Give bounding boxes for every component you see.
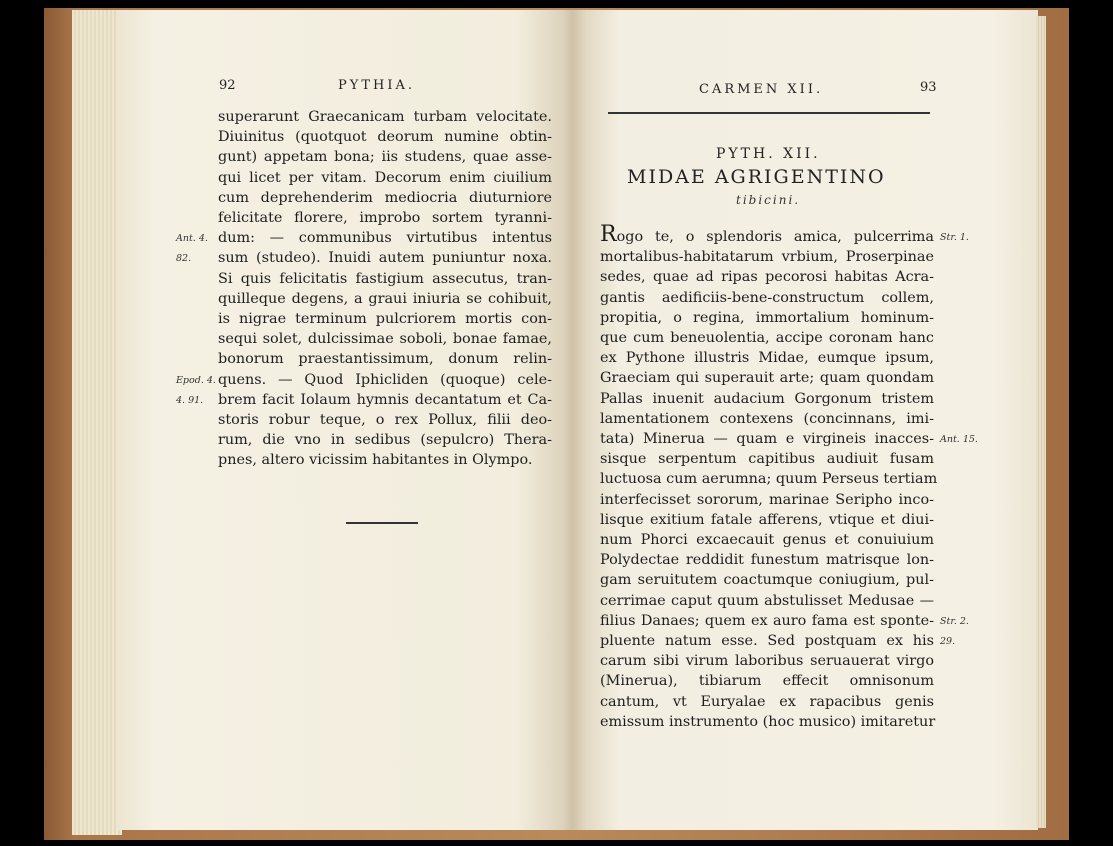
text-line: felicitate florere, improbo sortem tyranni- <box>218 210 552 227</box>
text-line: Diuinitus (quotquot deorum numine obtin- <box>218 129 552 146</box>
text-line: num Phorci excaecauit genus et conuiuium <box>600 532 934 549</box>
text-line: rum, die vno in sedibus (sepulcro) Thera- <box>218 432 552 449</box>
text-line: quens. — Quod Iphicliden (quoque) cele- <box>218 371 552 388</box>
text-line: cerrimae caput quum abstulisset Medusae — <box>600 592 934 609</box>
margin-note: Str. 2. <box>940 615 969 627</box>
text-line: sequi solet, dulcissimae soboli, bonae famae, <box>218 331 552 348</box>
text-line: pluente natum esse. Sed postquam ex his <box>600 633 934 650</box>
right-body-text <box>600 222 938 732</box>
text-line: filius Danaes; quem ex auro fama est sponte- <box>600 612 934 629</box>
text-line: emissum instrumento (hoc musico) imitaretur <box>600 713 936 730</box>
text-line: sum (studeo). Inuidi autem puniuntur noxa. <box>218 250 552 267</box>
text-line: lisque exitium fatale afferens, vtique et diui- <box>600 511 934 528</box>
text-line: sedes, quae ad ripas pecorosi habitas Acra- <box>600 269 934 286</box>
text-line: mortalibus-habitatarum vrbium, Proserpinae <box>600 249 934 266</box>
margin-note: Epod. 4. <box>176 374 216 386</box>
text-line: is nigrae terminum pulcriorem mortis con- <box>218 311 552 328</box>
ode-title: MIDAE AGRIGENTINO <box>627 166 886 188</box>
text-line: ex Pythone illustris Midae, eumque ipsum, <box>600 350 934 367</box>
text-line: pnes, altero vicissim habitantes in Olympo. <box>218 452 533 469</box>
text-line: Rogo te, o splendoris amica, pulcerrima <box>600 222 934 247</box>
text-line: superarunt Graecanicam turbam velocitate. <box>218 109 552 125</box>
right-running-head: CARMEN XII. <box>699 82 824 97</box>
text-line: propitia, o regina, immortalium hominum- <box>600 309 934 326</box>
margin-note: Str. 1. <box>940 232 969 243</box>
text-line: cum deprehenderim mediocria diuturniore <box>218 189 552 206</box>
page-stack-left <box>72 10 122 835</box>
text-line: quilleque degens, a graui iniuria se cohibuit, <box>218 290 552 307</box>
text-line: sisque serpentum capitibus audiuit fusam <box>600 451 934 468</box>
ode-number: PYTH. XII. <box>716 146 821 162</box>
page-stack-right <box>1036 16 1046 828</box>
drop-cap: R <box>600 222 617 247</box>
left-running-head: PYTHIA. <box>338 78 415 93</box>
text-line: cantum, vt Euryalae ex rapacibus genis <box>600 693 934 710</box>
text-line: (Minerua), tibiarum effecit omnisonum <box>600 673 934 690</box>
text-line: qui licet per vitam. Decorum enim ciuilium <box>218 169 552 186</box>
text-line: interfecisset sororum, marinae Seripho inco- <box>600 491 934 508</box>
text-line: Si quis felicitatis fastigium assecutus, tran- <box>218 270 552 287</box>
header-rule <box>608 112 930 114</box>
ode-subtitle: tibicini. <box>736 193 801 207</box>
text-line: storis robur teque, o rex Pollux, filii deo- <box>218 412 552 429</box>
left-page-number: 92 <box>219 78 236 93</box>
margin-note: Ant. 4. <box>176 233 208 245</box>
margin-note: Ant. 15. <box>940 434 978 445</box>
text-line: luctuosa cum aerumna; quum Perseus tertiam <box>600 471 938 488</box>
text-line: Pallas inuenit audacium Gorgonum tristem <box>600 390 934 407</box>
text-line: lamentationem contexens (concinnans, imi- <box>600 410 934 427</box>
margin-note: 4. 91. <box>176 394 204 406</box>
end-ornament-rule <box>346 522 418 524</box>
right-page-number: 93 <box>920 80 937 95</box>
text-line: bonorum praestantissimum, donum relin- <box>218 351 552 368</box>
text-line: gantis aedificiis-bene-constructum collem, <box>600 289 934 306</box>
text-line: Graeciam qui superauit arte; quam quondam <box>600 370 934 387</box>
margin-note: 82. <box>176 253 192 265</box>
text-line: que cum beneuolentia, accipe coronam hanc <box>600 330 934 347</box>
text-line: Polydectae reddidit funestum matrisque lon- <box>600 552 934 569</box>
text-line: brem facit Iolaum hymnis decantatum et Ca- <box>218 391 552 408</box>
text-line: gam seruitutem coactumque coniugium, pul- <box>600 572 934 589</box>
margin-note: 29. <box>940 636 956 647</box>
text-line: gunt) appetam bona; iis studens, quae asse- <box>218 149 552 166</box>
text-line: dum: — communibus virtutibus intentus <box>218 230 552 247</box>
text-line: carum sibi virum laboribus seruauerat virgo <box>600 653 934 670</box>
left-body-text <box>218 107 552 471</box>
text-line: tata) Minerua — quam e virgineis inacces- <box>600 431 934 448</box>
